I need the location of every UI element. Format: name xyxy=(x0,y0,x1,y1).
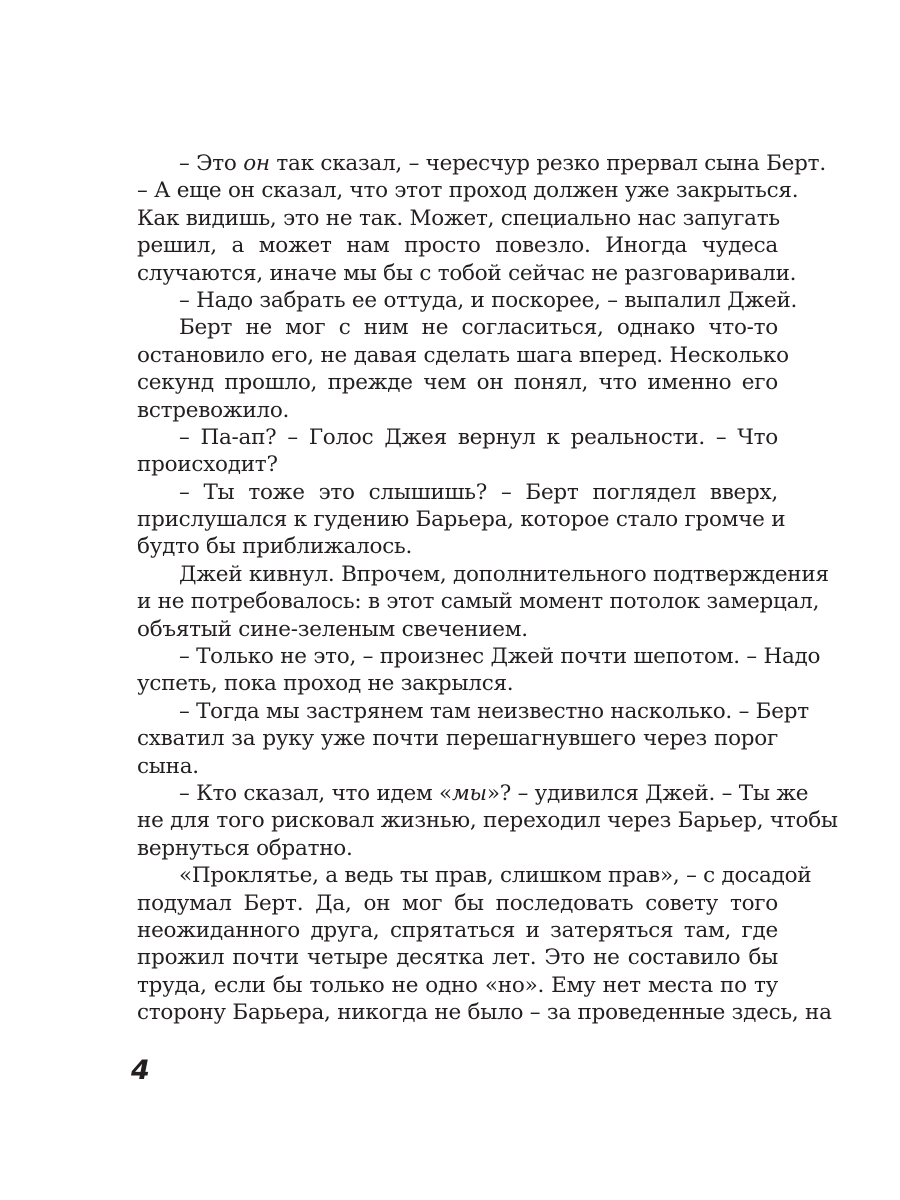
text-segment: сына. xyxy=(137,753,199,779)
text-segment: – А еще он сказал, что этот проход должен уже закрыться. xyxy=(137,178,799,204)
body-text xyxy=(137,150,838,1027)
text-segment: остановило его, не давая сделать шага вперед. Несколько xyxy=(137,342,789,368)
text-line xyxy=(137,972,778,999)
italic-word: мы xyxy=(451,780,487,806)
text-segment: не для того рисковал жизнью, переходил через Барьер, чтобы xyxy=(137,808,838,834)
text-line xyxy=(137,150,826,177)
text-line xyxy=(137,780,809,807)
text-line xyxy=(137,533,778,560)
text-line xyxy=(137,561,829,588)
text-segment: – Ты тоже это слышишь? – Берт поглядел вверх, xyxy=(179,479,778,505)
text-line xyxy=(137,369,778,396)
text-line xyxy=(137,753,778,780)
text-segment: неожиданного друга, спрятаться и затеряться там, где xyxy=(137,917,778,943)
text-segment: секунд прошло, прежде чем он понял, что именно его xyxy=(137,370,778,396)
text-segment: Джей кивнул. Впрочем, дополнительного подтверждения xyxy=(179,561,829,587)
text-line xyxy=(137,999,832,1026)
text-line xyxy=(137,698,809,725)
text-line xyxy=(137,205,778,232)
text-segment: подумал Берт. Да, он мог бы последовать совету того xyxy=(137,890,778,916)
text-segment: успеть, пока проход не закрылся. xyxy=(137,671,514,697)
text-segment: – Это xyxy=(179,151,244,176)
text-segment: – Кто сказал, что идем « xyxy=(179,780,452,806)
text-line xyxy=(137,862,812,889)
text-line xyxy=(137,479,778,506)
text-segment: так сказал, – чересчур резко прервал сына Берт. xyxy=(269,151,826,176)
text-segment: происходит? xyxy=(137,452,278,478)
text-line xyxy=(137,232,778,259)
text-segment: и не потребовалось: в этот самый момент потолок замерцал, xyxy=(137,589,820,615)
text-line xyxy=(137,835,778,862)
page-number: 4 xyxy=(131,1055,150,1086)
text-line xyxy=(137,397,778,424)
text-line xyxy=(137,643,821,670)
text-line xyxy=(137,342,789,369)
text-line xyxy=(137,807,838,834)
text-segment: – Только не это, – произнес Джей почти шепотом. – Надо xyxy=(179,644,821,670)
text-line xyxy=(137,917,778,944)
text-segment: «Проклятье, а ведь ты прав, слишком прав», – с досадой xyxy=(179,863,812,889)
text-line xyxy=(137,506,786,533)
text-line xyxy=(137,314,778,341)
text-segment: схватил за руку уже почти перешагнувшего через порог xyxy=(137,726,778,752)
text-segment: – Па-ап? – Голос Джея вернул к реальности. – Что xyxy=(179,424,778,450)
text-line xyxy=(137,424,778,451)
text-segment: – Надо забрать ее оттуда, и поскорее, – выпалил Джей. xyxy=(179,287,798,313)
text-segment: труда, если бы только не одно «но». Ему нет места по ту xyxy=(137,972,778,998)
text-segment: Берт не мог с ним не согласиться, однако что-то xyxy=(179,315,778,341)
text-segment: »? – удивился Джей. – Ты же xyxy=(486,780,809,806)
text-segment: решил, а может нам просто повезло. Иногда чудеса xyxy=(137,233,778,259)
text-line xyxy=(137,890,778,917)
text-line xyxy=(137,451,778,478)
text-line xyxy=(137,177,799,204)
text-line xyxy=(137,588,820,615)
text-line xyxy=(137,725,778,752)
text-segment: будто бы приближалось. xyxy=(137,534,413,560)
text-line xyxy=(137,670,778,697)
text-segment: случаются, иначе мы бы с тобой сейчас не разговаривали. xyxy=(137,260,797,286)
text-segment: прислушался к гудению Барьера, которое стало громче и xyxy=(137,507,786,533)
text-segment: вернуться обратно. xyxy=(137,835,353,861)
text-line xyxy=(137,260,797,287)
text-segment: Как видишь, это не так. Может, специально нас запугать xyxy=(137,205,780,231)
text-line xyxy=(137,287,798,314)
text-line xyxy=(137,944,778,971)
text-segment: объятый сине-зеленым свечением. xyxy=(137,616,528,642)
text-segment: – Тогда мы застрянем там неизвестно насколько. – Берт xyxy=(179,698,809,724)
text-line xyxy=(137,616,778,643)
text-segment: прожил почти четыре десятка лет. Это не составило бы xyxy=(137,945,778,971)
italic-word: он xyxy=(243,151,270,176)
text-segment: сторону Барьера, никогда не было – за проведенные здесь, на xyxy=(137,1000,832,1026)
text-segment: встревожило. xyxy=(137,397,290,423)
